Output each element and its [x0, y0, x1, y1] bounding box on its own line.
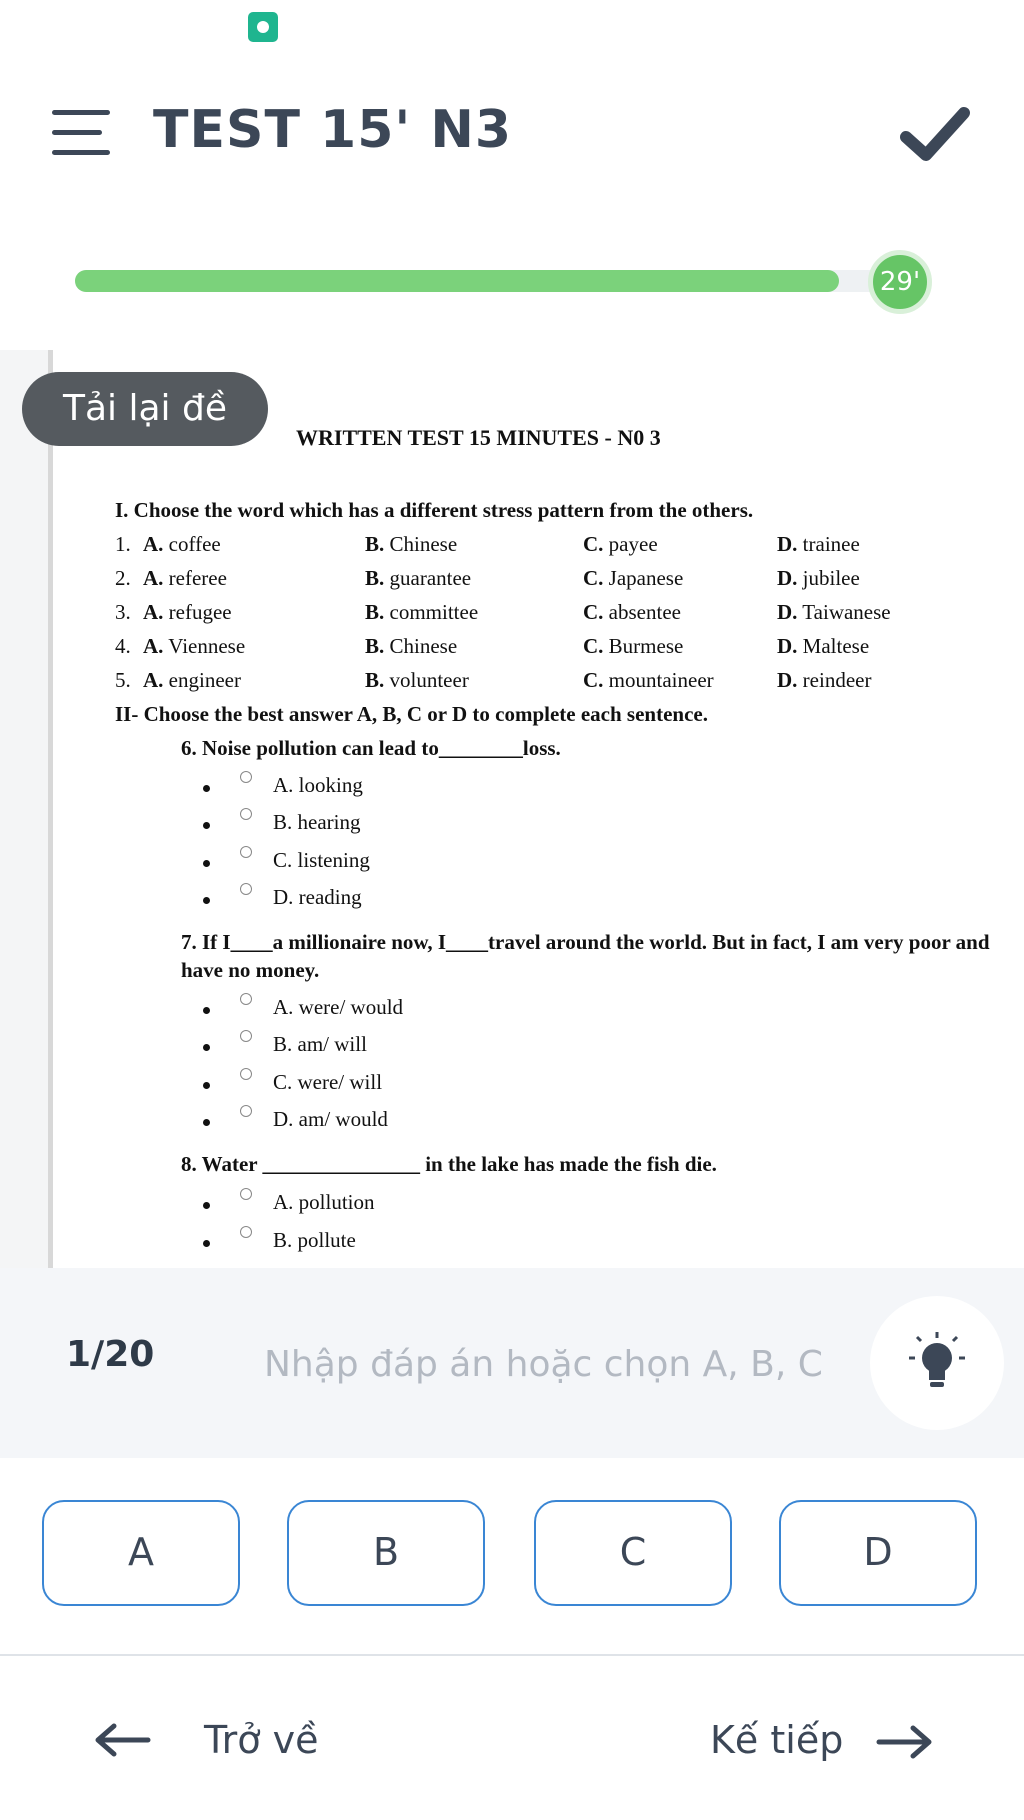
arrow-left-icon — [92, 1710, 152, 1770]
radio-button[interactable] — [240, 1030, 252, 1042]
progress-bar — [75, 270, 905, 292]
stress-question-row: 2. A. referee B. guarantee C. Japanese D. jubilee — [115, 566, 860, 590]
next-button[interactable] — [700, 1710, 940, 1770]
progress-fill — [75, 270, 839, 292]
choice-b-button[interactable]: B — [287, 1500, 485, 1606]
hint-button[interactable] — [870, 1296, 1004, 1430]
stress-question-row: 5. A. engineer B. volunteer C. mountaineer D. reindeer — [115, 668, 872, 692]
document-title: WRITTEN TEST 15 MINUTES - N0 3 — [296, 425, 661, 450]
radio-button[interactable] — [240, 1188, 252, 1200]
radio-button[interactable] — [240, 1068, 252, 1080]
section-2-heading: II- Choose the best answer A, B, C or D to complete each sentence. — [115, 702, 708, 726]
answer-bar — [0, 1268, 1024, 1458]
back-label: Trở về — [204, 1718, 319, 1762]
radio-button[interactable] — [240, 1105, 252, 1117]
header — [0, 80, 1024, 190]
stress-question-row: 1. A. coffee B. Chinese C. payee D. trainee — [115, 532, 860, 556]
radio-button[interactable] — [240, 771, 252, 783]
radio-button[interactable] — [240, 808, 252, 820]
radio-button[interactable] — [240, 1226, 252, 1238]
radio-button[interactable] — [240, 883, 252, 895]
timer-badge: 29' — [868, 250, 932, 314]
radio-button[interactable] — [240, 993, 252, 1005]
section-1-heading: I. Choose the word which has a different stress pattern from the others. — [115, 498, 754, 522]
next-label: Kế tiếp — [710, 1718, 844, 1762]
radio-button[interactable] — [240, 846, 252, 858]
submit-check-icon[interactable] — [900, 105, 970, 165]
choice-c-button[interactable]: C — [534, 1500, 732, 1606]
question-counter: 1/20 — [66, 1334, 155, 1375]
divider — [0, 1654, 1024, 1656]
menu-icon[interactable] — [52, 110, 110, 156]
choice-a-button[interactable]: A — [42, 1500, 240, 1606]
question-6-text: 6. Noise pollution can lead to________loss. — [181, 736, 561, 760]
answer-input[interactable] — [262, 1323, 846, 1405]
choice-buttons — [0, 1500, 1024, 1610]
back-button[interactable] — [92, 1710, 332, 1770]
page-title: TEST 15' N3 — [153, 100, 513, 160]
lightbulb-icon — [870, 1296, 1004, 1430]
reload-test-button[interactable]: Tải lại đề — [22, 372, 268, 446]
app-notification-icon — [248, 12, 278, 42]
question-8-text: 8. Water _______________ in the lake has made the fish die. — [181, 1152, 717, 1176]
arrow-right-icon — [875, 1712, 935, 1772]
stress-question-row: 3. A. refugee B. committee C. absentee D. Taiwanese — [115, 600, 891, 624]
stress-question-row: 4. A. Viennese B. Chinese C. Burmese D. Maltese — [115, 634, 870, 658]
question-7-text: 7. If I____a millionaire now, I____travel around the world. But in fact, I am very poor and have no money. — [181, 930, 990, 982]
choice-d-button[interactable]: D — [779, 1500, 977, 1606]
question-document[interactable]: WRITTEN TEST 15 MINUTES - N0 3 I. Choose the word which has a different stress pattern from the others. 1. A. coffee B. Chinese C. payee D. trainee 2. A. referee B. guarantee C. Japanese D. jubilee 3. A. refugee B. committee C. absentee D. Taiwanese 4. A. Viennese B. Chinese C. Burmese D. Maltese 5. A. engineer B. volunteer C. mountaineer D. reindeer II- Choose the best answer A, B, C or D to complete each sentence. 6. Noise pollution can lead to________loss. A. looking B. hearing C. listening D. reading 7. If I____a millionaire now, I____travel around the world. But in fact, I am very poor and have no money. A. were/ would B. am/ will C. were/ will D. am/ would 8. Water _______________ in the lake has made the fish die. A. pollution B. pollute — [0, 350, 1024, 1268]
